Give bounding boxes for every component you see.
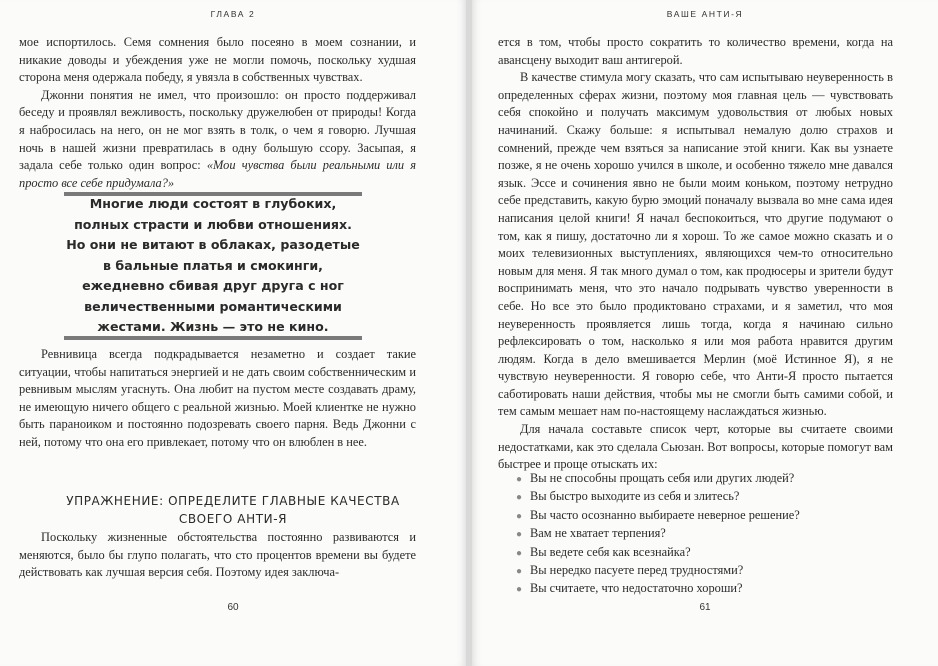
bullet-icon: ● xyxy=(516,529,523,541)
list-item-text: Вы быстро выходите из себя и злитесь? xyxy=(530,489,740,504)
list-item-text: Вам не хватает терпения? xyxy=(530,526,666,541)
left-page xyxy=(0,0,466,666)
bullet-icon: ● xyxy=(516,474,523,485)
list-item-text: Вы нередко пасуете перед трудностями? xyxy=(530,563,744,578)
right-text xyxy=(498,34,893,474)
list-item-text: Вы не способны прощать себя или других людей? xyxy=(530,471,795,485)
list-item xyxy=(516,525,906,543)
left-text-top xyxy=(19,34,416,192)
question-list xyxy=(516,470,906,599)
list-item xyxy=(516,488,906,506)
exercise-heading: УПРАЖНЕНИЕ: ОПРЕДЕЛИТЕ ГЛАВНЫЕ КАЧЕСТВА СВОЕГО АНТИ-Я xyxy=(66,494,400,526)
left-text-bottom xyxy=(19,529,416,582)
paragraph-text: Джонни понятия не имел, что произошло: он просто поддерживал беседу и проявлял вежливость, поскольку дружелюбен от природы! Когда я набросилась на него, он не мог взять в толк, о чем я говорю. Лучшая ночь в нашей жизни превратилась в одну большую ссору. Засыпая, я задала себе только один вопрос: xyxy=(19,87,416,173)
list-item-text: Вы часто осознанно выбираете неверное решение? xyxy=(530,507,800,522)
running-head-left: ГЛАВА 2 xyxy=(210,9,256,19)
list-item xyxy=(516,470,906,488)
bullet-icon: ● xyxy=(516,492,523,504)
paragraph: мое испортилось. Семя сомнения было посеяно в моем сознании, и никакие доводы и убеждения уже не могли помочь, поскольку худшая сторона меня одержала победу, я увязла в собственных чувствах. xyxy=(19,35,416,85)
list-item xyxy=(516,507,906,525)
list-item xyxy=(516,544,906,562)
paragraph xyxy=(19,87,416,193)
pull-quote-box xyxy=(64,192,362,340)
list-item-text: Вы считаете, что недостаточно хороши? xyxy=(530,581,743,596)
list-item xyxy=(516,562,906,580)
bullet-icon: ● xyxy=(516,566,523,578)
pull-quote: Многие люди состоят в глубоких, полных страсти и любви отношениях. Но они не витают в облаках, разодетые в бальные платья и смокинги, ежедневно сбивая друг друга с ног величественными романтическими жестами. Жизнь — это не кино. xyxy=(66,196,360,335)
right-page xyxy=(472,0,938,666)
running-head-right: ВАШЕ АНТИ-Я xyxy=(666,9,744,19)
bullet-icon: ● xyxy=(516,510,523,522)
bullet-icon: ● xyxy=(516,584,523,596)
paragraph: В качестве стимула могу сказать, что сам испытываю неуверенность в определенных сферах жизни, поэтому моя главная цель — чувствовать себя спокойно и получать максимум удовольствия от любых новых начинаний. Скажу больше: я испытывал немалую долю страхов и сомнений, прежде чем взяться за написание этой книги. Как вы узнаете позже, я не очень хорошо учился в школе, и особенно тяжело мне давался язык. Эссе и сочинения явно не были моим коньком, поэтому нетрудно себе представить, какую бурю эмоций поначалу вызвала во мне сама идея написания целой книги! Я начал беспокоиться, что другие подумают о том, как я пишу, достаточно ли я хорош. То же самое можно сказать и о моих телевизионных выступлениях, являющихся чем-то относительно новым для меня. Я так много думал о том, как продюсеры и зрители будут воспринимать меня, что это начало подрывать чувство уверенности в себе. Но все это было продиктовано страхами, и я заметил, что моя неуверенность проявляется лишь тогда, когда я начинаю сильно рефлексировать о том, насколько я или моя работа нравится другим людям. Когда в дело вмешивается Мерлин (моё Истинное Я), я не чувствую неуверенности. Я говорю себе, что Анти-Я просто пытается саботировать наши действия, чтобы мы не смогли быть самими собой, и тем самым мешает нам по-настоящему наслаждаться жизнью. xyxy=(498,70,893,419)
list-item-text: Вы ведете себя как всезнайка? xyxy=(530,544,691,559)
page-number-left: 60 xyxy=(227,602,239,613)
paragraph: Для начала составьте список черт, которые вы считаете своими недостатками, как это сделала Сьюзан. Вот вопросы, которые помогут вам быстрее и проще отыскать их: xyxy=(498,422,893,472)
page-number-right: 61 xyxy=(699,602,711,613)
italic-question: «Мои чувства были реальными или я просто все себе придумала?» xyxy=(19,158,417,190)
bullet-icon: ● xyxy=(516,547,523,559)
list-item xyxy=(516,580,906,598)
paragraph: ется в том, чтобы просто сократить то количество времени, когда на авансцену выходит ваш антигерой. xyxy=(498,35,893,67)
paragraph: Поскольку жизненные обстоятельства постоянно развиваются и меняются, было бы глупо полагать, что сто процентов времени вы будете действовать как лучшая версия себя. Поэтому идея заключа- xyxy=(19,530,416,580)
paragraph: Ревнивица всегда подкрадывается незаметно и создает такие ситуации, чтобы напитаться энергией и не дать своим собственническим и ревнивым мыслям угаснуть. Она любит на пустом месте создавать драму, не имеющую ничего общего с реальной жизнью. Моей клиентке не нужно быть параноиком и постоянно подозревать своего парня. Ведь Джонни с ней, потому что она его привлекает, потому что он влюблен в нее. xyxy=(19,347,416,449)
left-text-middle xyxy=(19,346,416,452)
